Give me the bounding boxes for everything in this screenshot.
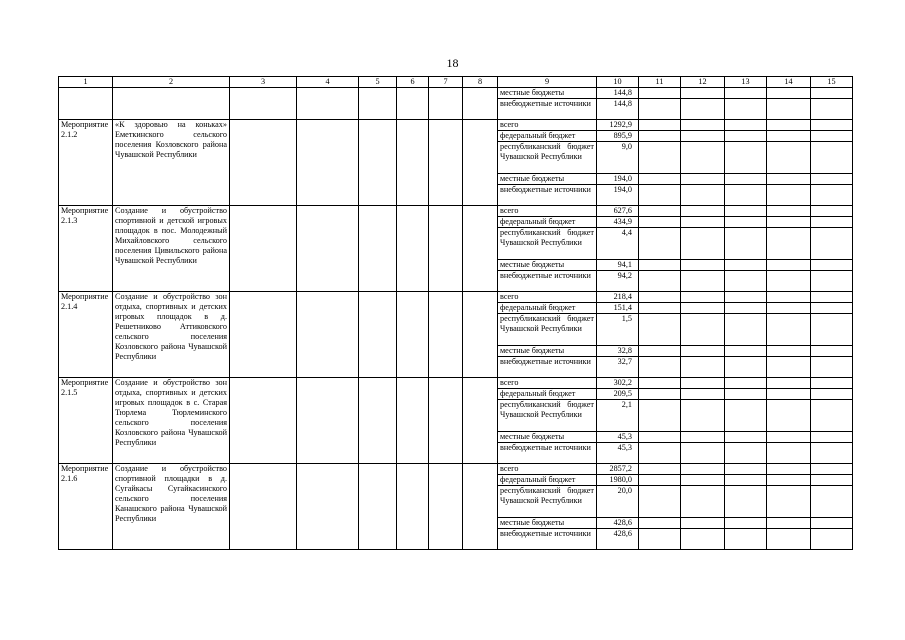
empty-cell [811, 314, 853, 346]
empty-cell [811, 529, 853, 550]
empty-cell [725, 529, 767, 550]
empty-cell [767, 99, 811, 120]
empty-cell [429, 378, 463, 464]
empty-cell [639, 314, 681, 346]
column-number: 1 [59, 77, 113, 88]
empty-cell [359, 464, 397, 550]
empty-cell [811, 346, 853, 357]
empty-cell [639, 378, 681, 389]
empty-cell [397, 464, 429, 550]
empty-cell [811, 292, 853, 303]
empty-cell [397, 206, 429, 292]
empty-cell [681, 464, 725, 475]
event-name-cell: Создание и обустройство спортивной и детской игровых площадок в пос. Молодежный Михайловского сельского поселения Цивильского района Чувашской Республики [113, 206, 230, 292]
funding-source-cell: внебюджетные источники [498, 185, 597, 206]
funding-source-cell: всего [498, 378, 597, 389]
amount-cell: 45,3 [597, 432, 639, 443]
funding-source-cell: федеральный бюджет [498, 389, 597, 400]
empty-cell [767, 260, 811, 271]
empty-cell [359, 120, 397, 206]
empty-cell [639, 529, 681, 550]
empty-cell [681, 378, 725, 389]
column-number: 15 [811, 77, 853, 88]
empty-cell [767, 486, 811, 518]
empty-cell [639, 303, 681, 314]
empty-cell [230, 464, 297, 550]
empty-cell [681, 260, 725, 271]
empty-cell [681, 346, 725, 357]
empty-cell [639, 228, 681, 260]
empty-cell [811, 185, 853, 206]
funding-source-cell: республиканский бюджет Чувашской Республики [498, 314, 597, 346]
empty-cell [359, 88, 397, 120]
empty-cell [681, 88, 725, 99]
empty-cell [811, 486, 853, 518]
empty-cell [725, 346, 767, 357]
empty-cell [429, 464, 463, 550]
table-row [59, 292, 853, 303]
table-row [59, 88, 853, 99]
amount-cell: 428,6 [597, 518, 639, 529]
empty-cell [639, 206, 681, 217]
amount-cell: 32,7 [597, 357, 639, 378]
empty-cell [297, 292, 359, 378]
funding-source-cell: республиканский бюджет Чувашской Республики [498, 400, 597, 432]
column-number: 7 [429, 77, 463, 88]
empty-cell [811, 88, 853, 99]
empty-cell [767, 206, 811, 217]
empty-cell [767, 346, 811, 357]
empty-cell [639, 400, 681, 432]
empty-cell [725, 217, 767, 228]
amount-cell: 151,4 [597, 303, 639, 314]
empty-cell [639, 174, 681, 185]
empty-cell [639, 518, 681, 529]
table-row [59, 120, 853, 131]
column-number: 3 [230, 77, 297, 88]
empty-cell [639, 292, 681, 303]
empty-cell [811, 389, 853, 400]
empty-cell [681, 486, 725, 518]
funding-source-cell: внебюджетные источники [498, 99, 597, 120]
amount-cell: 20,0 [597, 486, 639, 518]
empty-cell [811, 131, 853, 142]
empty-cell [725, 400, 767, 432]
funding-source-cell: республиканский бюджет Чувашской Республики [498, 142, 597, 174]
amount-cell: 302,2 [597, 378, 639, 389]
empty-cell [767, 464, 811, 475]
funding-source-cell: местные бюджеты [498, 432, 597, 443]
column-number: 5 [359, 77, 397, 88]
funding-source-cell: всего [498, 206, 597, 217]
empty-cell [681, 174, 725, 185]
empty-cell [681, 357, 725, 378]
empty-cell [681, 185, 725, 206]
event-name-cell: «К здоровью на коньках» Еметкинского сельского поселения Козловского района Чувашской Республики [113, 120, 230, 206]
amount-cell: 4,4 [597, 228, 639, 260]
empty-cell [725, 357, 767, 378]
empty-cell [811, 443, 853, 464]
empty-cell [681, 303, 725, 314]
empty-cell [681, 271, 725, 292]
empty-cell [639, 346, 681, 357]
empty-cell [297, 206, 359, 292]
empty-cell [811, 357, 853, 378]
funding-source-cell: федеральный бюджет [498, 475, 597, 486]
empty-cell [297, 464, 359, 550]
empty-cell [429, 206, 463, 292]
empty-cell [811, 174, 853, 185]
empty-cell [639, 486, 681, 518]
event-code-cell: Мероприятие 2.1.3 [59, 206, 113, 292]
empty-cell [639, 217, 681, 228]
empty-cell [230, 378, 297, 464]
column-number: 9 [498, 77, 597, 88]
empty-cell [463, 120, 498, 206]
amount-cell: 1,5 [597, 314, 639, 346]
empty-cell [681, 443, 725, 464]
empty-cell [681, 314, 725, 346]
empty-cell [639, 389, 681, 400]
empty-cell [725, 185, 767, 206]
empty-cell [681, 206, 725, 217]
empty-cell [681, 518, 725, 529]
empty-cell [463, 464, 498, 550]
empty-cell [811, 475, 853, 486]
empty-cell [297, 88, 359, 120]
empty-cell [767, 174, 811, 185]
empty-cell [811, 518, 853, 529]
amount-cell: 428,6 [597, 529, 639, 550]
empty-cell [811, 120, 853, 131]
funding-source-cell: местные бюджеты [498, 518, 597, 529]
empty-cell [767, 443, 811, 464]
funding-source-cell: федеральный бюджет [498, 303, 597, 314]
amount-cell: 94,2 [597, 271, 639, 292]
amount-cell: 1980,0 [597, 475, 639, 486]
empty-cell [681, 99, 725, 120]
empty-cell [811, 99, 853, 120]
empty-cell [230, 292, 297, 378]
empty-cell [767, 292, 811, 303]
empty-cell [725, 432, 767, 443]
page-number: 18 [446, 56, 459, 70]
empty-cell [725, 271, 767, 292]
empty-cell [359, 378, 397, 464]
empty-cell [767, 303, 811, 314]
amount-cell: 32,8 [597, 346, 639, 357]
column-number: 13 [725, 77, 767, 88]
funding-source-cell: всего [498, 464, 597, 475]
empty-cell [681, 432, 725, 443]
empty-cell [725, 303, 767, 314]
empty-cell [725, 228, 767, 260]
empty-cell [725, 464, 767, 475]
amount-cell: 144,8 [597, 99, 639, 120]
funding-source-cell: внебюджетные источники [498, 529, 597, 550]
amount-cell: 209,5 [597, 389, 639, 400]
empty-cell [639, 185, 681, 206]
empty-cell [230, 120, 297, 206]
funding-source-cell: внебюджетные источники [498, 443, 597, 464]
amount-cell: 2,1 [597, 400, 639, 432]
empty-cell [639, 271, 681, 292]
empty-cell [397, 88, 429, 120]
funding-source-cell: республиканский бюджет Чувашской Республики [498, 228, 597, 260]
empty-cell [767, 88, 811, 99]
empty-cell [725, 99, 767, 120]
empty-cell [463, 292, 498, 378]
empty-cell [681, 475, 725, 486]
column-number: 4 [297, 77, 359, 88]
table-body [59, 77, 853, 550]
empty-cell [681, 389, 725, 400]
event-name-cell: Создание и обустройство зон отдыха, спортивных и детских игровых площадок в с. Старая Тюрлема Тюрлеминского сельского поселения Козловского района Чувашской Республики [113, 378, 230, 464]
empty-cell [767, 217, 811, 228]
empty-cell [725, 378, 767, 389]
empty-cell [639, 432, 681, 443]
empty-cell [811, 271, 853, 292]
amount-cell: 94,1 [597, 260, 639, 271]
empty-cell [811, 260, 853, 271]
empty-cell [811, 303, 853, 314]
empty-cell [463, 88, 498, 120]
column-number: 8 [463, 77, 498, 88]
amount-cell: 194,0 [597, 174, 639, 185]
funding-source-cell: местные бюджеты [498, 174, 597, 185]
empty-cell [359, 292, 397, 378]
empty-cell [767, 314, 811, 346]
funding-source-cell: внебюджетные источники [498, 357, 597, 378]
column-numbers-row [59, 77, 853, 88]
empty-cell [681, 228, 725, 260]
empty-cell [463, 206, 498, 292]
event-code-cell: Мероприятие 2.1.2 [59, 120, 113, 206]
empty-cell [767, 518, 811, 529]
column-number: 10 [597, 77, 639, 88]
empty-cell [230, 88, 297, 120]
empty-cell [725, 120, 767, 131]
column-number: 6 [397, 77, 429, 88]
empty-cell [767, 357, 811, 378]
funding-source-cell: внебюджетные источники [498, 271, 597, 292]
empty-cell [397, 292, 429, 378]
empty-cell [639, 443, 681, 464]
empty-cell [725, 206, 767, 217]
funding-source-cell: местные бюджеты [498, 88, 597, 99]
table-row [59, 206, 853, 217]
empty-cell [681, 142, 725, 174]
program-table [58, 76, 853, 550]
empty-cell [725, 292, 767, 303]
empty-cell [811, 217, 853, 228]
amount-cell: 218,4 [597, 292, 639, 303]
empty-cell [681, 400, 725, 432]
empty-cell [767, 228, 811, 260]
empty-cell [725, 260, 767, 271]
empty-cell [463, 378, 498, 464]
empty-cell [811, 142, 853, 174]
event-code-cell: Мероприятие 2.1.5 [59, 378, 113, 464]
funding-source-cell: всего [498, 120, 597, 131]
empty-cell [811, 432, 853, 443]
empty-cell [767, 400, 811, 432]
empty-cell [397, 120, 429, 206]
column-number: 14 [767, 77, 811, 88]
empty-cell [639, 142, 681, 174]
empty-cell [725, 389, 767, 400]
amount-cell: 1292,9 [597, 120, 639, 131]
empty-cell [725, 475, 767, 486]
empty-cell [767, 131, 811, 142]
funding-source-cell: федеральный бюджет [498, 131, 597, 142]
empty-cell [811, 464, 853, 475]
empty-cell [767, 529, 811, 550]
empty-cell [639, 475, 681, 486]
funding-source-cell: местные бюджеты [498, 346, 597, 357]
column-number: 11 [639, 77, 681, 88]
empty-cell [767, 185, 811, 206]
empty-cell [681, 120, 725, 131]
amount-cell: 895,9 [597, 131, 639, 142]
empty-cell [59, 88, 113, 120]
empty-cell [725, 131, 767, 142]
empty-cell [113, 88, 230, 120]
amount-cell: 194,0 [597, 185, 639, 206]
event-code-cell: Мероприятие 2.1.4 [59, 292, 113, 378]
event-name-cell: Создание и обустройство спортивной площадки в д. Сугайкасы Сугайкасинского сельского поселения Канашского района Чувашской Республики [113, 464, 230, 550]
table-row [59, 378, 853, 389]
amount-cell: 627,6 [597, 206, 639, 217]
empty-cell [681, 292, 725, 303]
empty-cell [429, 292, 463, 378]
empty-cell [725, 443, 767, 464]
empty-cell [639, 99, 681, 120]
empty-cell [767, 271, 811, 292]
empty-cell [725, 314, 767, 346]
empty-cell [639, 88, 681, 99]
funding-source-cell: федеральный бюджет [498, 217, 597, 228]
empty-cell [230, 206, 297, 292]
empty-cell [767, 389, 811, 400]
empty-cell [811, 206, 853, 217]
amount-cell: 2857,2 [597, 464, 639, 475]
empty-cell [639, 260, 681, 271]
column-number: 12 [681, 77, 725, 88]
empty-cell [725, 486, 767, 518]
empty-cell [681, 529, 725, 550]
empty-cell [725, 174, 767, 185]
amount-cell: 434,9 [597, 217, 639, 228]
empty-cell [639, 120, 681, 131]
empty-cell [429, 120, 463, 206]
empty-cell [725, 88, 767, 99]
event-name-cell: Создание и обустройство зон отдыха, спортивных и детских игровых площадок в д. Решетниково Аттиковского сельского поселения Козловского района Чувашской Республики [113, 292, 230, 378]
empty-cell [639, 131, 681, 142]
empty-cell [681, 131, 725, 142]
empty-cell [767, 120, 811, 131]
empty-cell [725, 142, 767, 174]
empty-cell [767, 475, 811, 486]
column-number: 2 [113, 77, 230, 88]
amount-cell: 144,8 [597, 88, 639, 99]
empty-cell [767, 142, 811, 174]
empty-cell [811, 400, 853, 432]
empty-cell [297, 378, 359, 464]
empty-cell [811, 228, 853, 260]
funding-source-cell: всего [498, 292, 597, 303]
empty-cell [767, 378, 811, 389]
empty-cell [681, 217, 725, 228]
empty-cell [725, 518, 767, 529]
table-row [59, 464, 853, 475]
empty-cell [767, 432, 811, 443]
empty-cell [811, 378, 853, 389]
empty-cell [639, 464, 681, 475]
empty-cell [639, 357, 681, 378]
empty-cell [297, 120, 359, 206]
event-code-cell: Мероприятие 2.1.6 [59, 464, 113, 550]
funding-source-cell: республиканский бюджет Чувашской Республики [498, 486, 597, 518]
empty-cell [359, 206, 397, 292]
funding-source-cell: местные бюджеты [498, 260, 597, 271]
empty-cell [429, 88, 463, 120]
amount-cell: 9,0 [597, 142, 639, 174]
empty-cell [397, 378, 429, 464]
amount-cell: 45,3 [597, 443, 639, 464]
